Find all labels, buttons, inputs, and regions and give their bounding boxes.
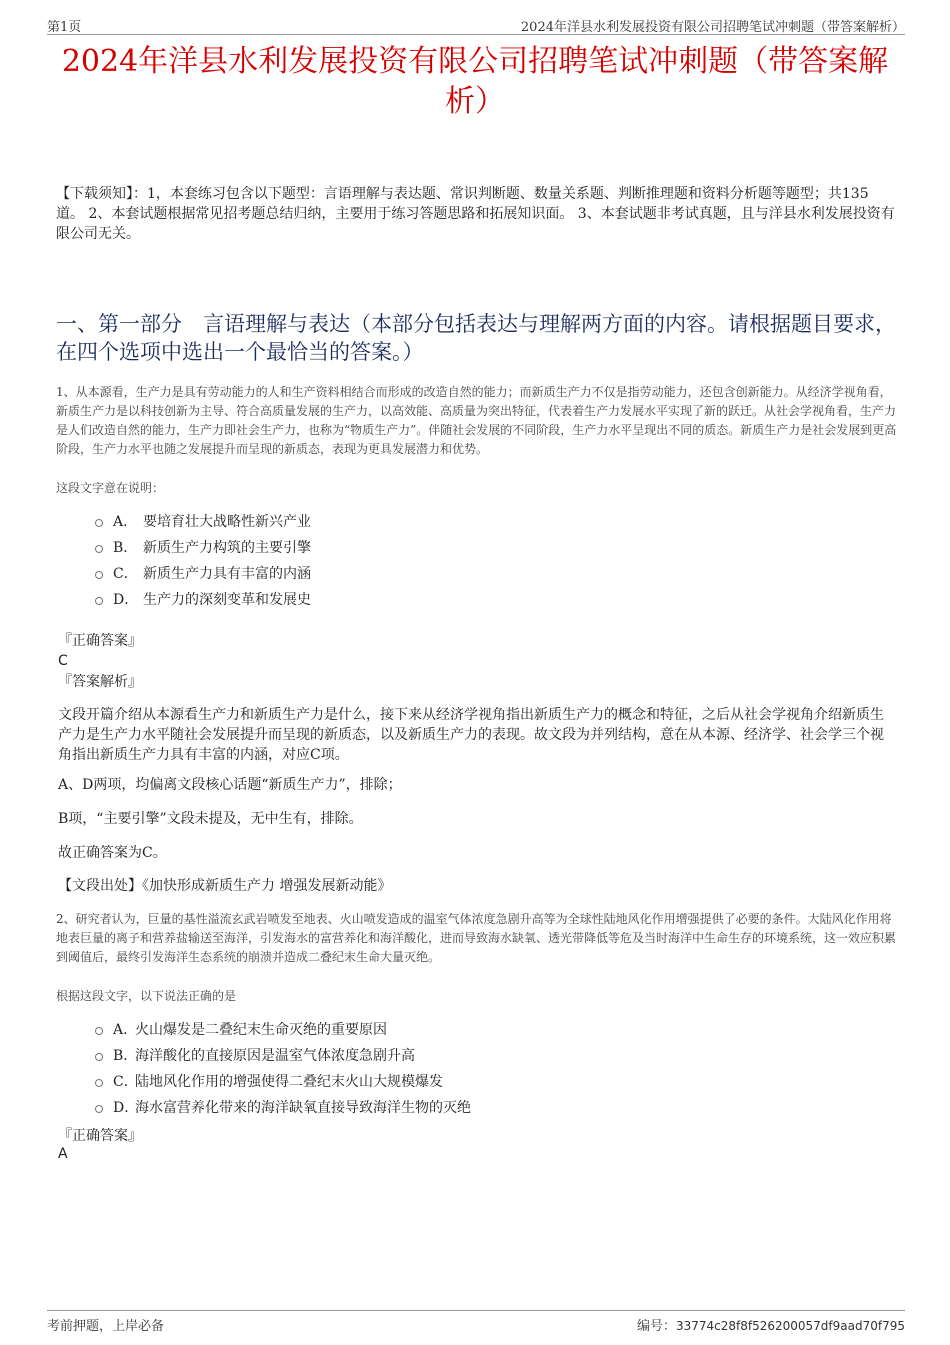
section-title: 一、第一部分 言语理解与表达（本部分包括表达与理解两方面的内容。请根据题目要求，在四个选项中选出一个最恰当的答案。） bbox=[56, 312, 896, 364]
question-2-answer-label: 『正确答案』 bbox=[58, 1128, 142, 1144]
analysis-paragraph: 故正确答案为C。 bbox=[58, 845, 167, 861]
question-1-answer-label: 『正确答案』 bbox=[58, 633, 142, 649]
question-2-options bbox=[95, 1016, 471, 1120]
radio-icon[interactable] bbox=[95, 1027, 103, 1035]
option-b[interactable]: B． 新质生产力构筑的主要引擎 bbox=[95, 534, 311, 560]
analysis-paragraph: B项，“主要引擎”文段未提及，无中生有，排除。 bbox=[58, 811, 363, 827]
radio-icon[interactable] bbox=[95, 1105, 103, 1113]
radio-icon[interactable] bbox=[95, 1079, 103, 1087]
question-2-stem: 2、研究者认为，巨量的基性溢流玄武岩喷发至地表、火山喷发造成的温室气体浓度急剧升高等为全球性陆地风化作用增强提供了必要的条件。大陆风化作用将地表巨量的离子和营养盐输送至海洋，引发海水的富营养化和海洋酸化，进而导致海水缺氧、透光带降低等危及当时海洋中生命生存的环境系统，这一效应积累到阈值后，最终引发海洋生态系统的崩溃并造成二叠纪末生命大量灭绝。 bbox=[56, 912, 897, 964]
option-a[interactable]: A． 要培育壮大战略性新兴产业 bbox=[95, 508, 311, 534]
radio-icon[interactable] bbox=[95, 597, 103, 605]
question-1-options bbox=[95, 508, 311, 612]
question-1-analysis-label: 『答案解析』 bbox=[58, 674, 142, 690]
page-header bbox=[47, 14, 905, 35]
option-d[interactable]: D． 生产力的深刻变革和发展史 bbox=[95, 586, 311, 612]
option-c[interactable]: C． 陆地风化作用的增强使得二叠纪末火山大规模爆发 bbox=[95, 1068, 471, 1094]
download-notice: 【下载须知】：1，本套练习包含以下题型：言语理解与表达题、常识判断题、数量关系题、判断推理题和资料分析题等题型；共135道。 2、本套试题根据常见招考题总结归纳，主要用于练习答题思路和拓展知识面。 3、本套试题非考试真题，且与洋县水利发展投资有限公司无关。 bbox=[56, 186, 895, 242]
header-doc-title: 2024年洋县水利发展投资有限公司招聘笔试冲刺题（带答案解析） bbox=[520, 20, 905, 35]
radio-icon[interactable] bbox=[95, 571, 103, 579]
page-number: 第1页 bbox=[47, 20, 82, 35]
question-1-stem: 1、从本源看，生产力是具有劳动能力的人和生产资料相结合而形成的改造自然的能力；而新质生产力不仅是指劳动能力，还包含创新能力。从经济学视角看，新质生产力是以科技创新为主导、符合高质量发展的生产力，以高效能、高质量为突出特征，代表着生产力发展水平实现了新的跃迁。从社会学视角看，生产力是人们改造自然的能力，生产力即社会生产力，也称为“物质生产力”。伴随社会发展的不同阶段，生产力水平呈现出不同的质态。新质生产力是社会发展到更高阶段，生产力水平也随之发展提升而呈现的新质态，表现为更具发展潜力和优势。 bbox=[56, 385, 897, 456]
question-1-answer: C bbox=[58, 653, 68, 669]
page-footer bbox=[47, 1310, 905, 1333]
analysis-paragraph: A、D两项，均偏离文段核心话题“新质生产力”，排除； bbox=[58, 777, 402, 793]
option-a[interactable]: A． 火山爆发是二叠纪末生命灭绝的重要原因 bbox=[95, 1016, 471, 1042]
footer-code: 编号：33774c28f8f526200057df9aad70f795 bbox=[636, 1319, 905, 1334]
question-2-answer: A bbox=[58, 1146, 68, 1162]
analysis-paragraph: 文段开篇介绍从本源看生产力和新质生产力是什么，接下来从经济学视角指出新质生产力的概念和特征，之后从社会学视角介绍新质生产力是生产力水平随社会发展提升而呈现的新质态，以及新质生产力的表现。故文段为并列结构，意在从本源、经济学、社会学三个视角指出新质生产力具有丰富的内涵，对应C项。 bbox=[58, 707, 884, 763]
option-b[interactable]: B． 海洋酸化的直接原因是温室气体浓度急剧升高 bbox=[95, 1042, 471, 1068]
question-1-prompt: 这段文字意在说明： bbox=[56, 481, 165, 495]
radio-icon[interactable] bbox=[95, 1053, 103, 1061]
analysis-source: 【文段出处】《加快形成新质生产力 增强发展新动能》 bbox=[58, 878, 392, 894]
radio-icon[interactable] bbox=[95, 545, 103, 553]
option-c[interactable]: C． 新质生产力具有丰富的内涵 bbox=[95, 560, 311, 586]
radio-icon[interactable] bbox=[95, 519, 103, 527]
document-title: 2024年洋县水利发展投资有限公司招聘笔试冲刺题（带答案解析） bbox=[61, 44, 889, 119]
footer-slogan: 考前押题，上岸必备 bbox=[47, 1319, 165, 1334]
option-d[interactable]: D． 海水富营养化带来的海洋缺氧直接导致海洋生物的灭绝 bbox=[95, 1094, 471, 1120]
question-2-prompt: 根据这段文字，以下说法正确的是 bbox=[56, 989, 237, 1003]
